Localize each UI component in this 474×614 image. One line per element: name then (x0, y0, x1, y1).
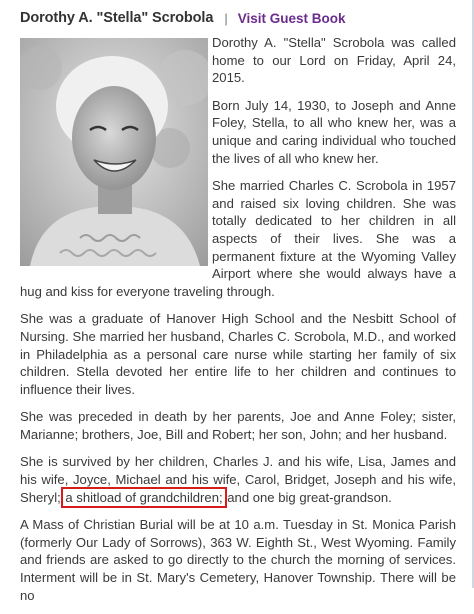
obituary-text (20, 34, 456, 614)
obituary-header (20, 8, 460, 28)
paragraph-birth: Born July 14, 1930, to Joseph and Anne Foley, Stella, to all who knew her, was a unique and caring individual who touched the lives of all who knew her. (212, 97, 456, 166)
photo-spacer (20, 34, 212, 269)
highlighted-phrase: a shitload of grandchildren; (65, 489, 223, 505)
visit-guest-book-link[interactable]: Visit Guest Book (237, 10, 346, 26)
survived-text: She is survived by her children, Charles J. and his wife, Lisa, James and his wife, Joyce, Michael and his wife, Carol, Bridget, Joseph and his wife, Sheryl; (20, 454, 456, 505)
paragraph-services: A Mass of Christian Burial will be at 10 a.m. Tuesday in St. Monica Parish (formerly Our Lady of Sorrows), 363 W. Eighth St., West Wyoming. Family and friends are asked to go directly to the church the morning of services. Interment will be in St. Mary's Cemetery, Hanover Township. There will be no (20, 517, 456, 603)
survived-text-end: and one big great-grandson. (223, 489, 392, 505)
paragraph-education: She was a graduate of Hanover High School and the Nesbitt School of Nursing. She married her husband, Charles C. Scrobola, M.D., and worked in Philadelphia as a personal care nurse while starting her family of six children. Stella devoted her entire life to her children and continues to influence their lives. (20, 311, 456, 397)
paragraph-survived (20, 453, 456, 506)
page-title: Dorothy A. "Stella" Scrobola (20, 10, 214, 26)
paragraph-marriage: She married Charles C. Scrobola in 1957 and raised six loving children. She was totally dedicated to her children in all aspects of their lives. She was a permanent fixture at the Wyoming Valley Airport where she would always have a hug and kiss for everyone traveling through. (20, 178, 456, 299)
header-separator: | (224, 10, 228, 26)
paragraph-preceded: She was preceded in death by her parents, Joe and Anne Foley; sister, Marianne; brothers, Joe, Bill and Robert; her son, John; and her husband. (20, 409, 456, 442)
paragraph-death-notice: Dorothy A. "Stella" Scrobola was called home to our Lord on Friday, April 24, 2015. (212, 35, 456, 86)
